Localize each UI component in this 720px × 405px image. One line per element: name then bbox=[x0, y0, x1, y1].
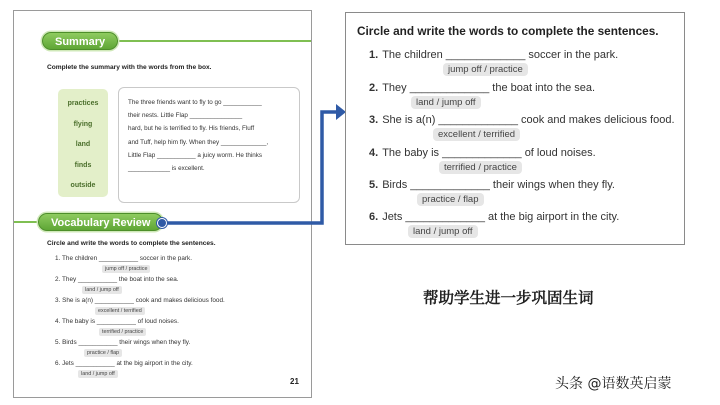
summary-line: Little Flap ___________ a juicy worm. He thinks bbox=[128, 151, 263, 159]
summary-heading: Summary bbox=[42, 32, 118, 50]
word-box-item: finds bbox=[74, 161, 92, 169]
vocab-sentence: 5. Birds ___________ their wings when they fly. bbox=[55, 339, 191, 346]
vocab-sentence: 4. The baby is ___________ of loud noises. bbox=[55, 318, 179, 325]
vocab-sentence: 1. The children ___________ soccer in the park. bbox=[55, 255, 193, 262]
zoom-options: excellent / terrified bbox=[433, 128, 520, 141]
sentence-number: 2. bbox=[369, 82, 379, 94]
sentence-number: 5. bbox=[369, 179, 379, 191]
summary-line: their nests. Little Flap _______________ bbox=[128, 112, 243, 120]
summary-line: and Tuff, help him fly. When they _____________, bbox=[128, 138, 269, 146]
connector-dot bbox=[157, 218, 167, 228]
zoom-sentence bbox=[369, 179, 615, 191]
page-number: 21 bbox=[290, 377, 299, 386]
vocab-options: terrified / practice bbox=[99, 328, 146, 336]
word-box-item: practices bbox=[67, 100, 99, 107]
sentence-number: 3. bbox=[369, 114, 379, 126]
summary-text-box bbox=[118, 87, 300, 203]
summary-line: ____________ is excellent. bbox=[128, 165, 205, 173]
zoom-options: practice / flap bbox=[417, 193, 484, 206]
vocab-instruction: Circle and write the words to complete the sentences. bbox=[47, 240, 216, 247]
vocab-sentence: 6. Jets ___________ at the big airport in the city. bbox=[55, 360, 193, 367]
workbook-page bbox=[13, 10, 312, 398]
zoom-options: jump off / practice bbox=[443, 63, 528, 76]
word-box-item: flying bbox=[73, 120, 93, 128]
caption-text: 帮助学生进一步巩固生词 bbox=[423, 289, 594, 307]
sentence-text: She is a(n) _____________ cook and makes delicious food. bbox=[382, 114, 675, 126]
vocab-options: practice / flap bbox=[84, 349, 122, 357]
word-box bbox=[58, 89, 108, 197]
watermark-text: 头条 @语数英启蒙 bbox=[555, 376, 672, 392]
sentence-number: 4. bbox=[369, 147, 379, 159]
summary-line: hard, but he is terrified to fly. His friends, Fluff bbox=[128, 125, 255, 133]
sentence-text: Jets _____________ at the big airport in the city. bbox=[382, 211, 620, 223]
vocab-options: jump off / practice bbox=[102, 265, 150, 273]
zoom-options: land / jump off bbox=[411, 96, 481, 109]
zoom-panel bbox=[345, 12, 685, 245]
vocab-heading: Vocabulary Review bbox=[38, 213, 163, 231]
summary-heading-rule bbox=[104, 40, 311, 42]
sentence-number: 6. bbox=[369, 211, 379, 223]
zoom-sentence bbox=[369, 211, 619, 223]
vocab-options: land / jump off bbox=[78, 370, 118, 378]
word-box-item: outside bbox=[70, 182, 96, 189]
zoom-options: land / jump off bbox=[408, 225, 478, 238]
vocab-sentence: 3. She is a(n) ___________ cook and makes delicious food. bbox=[55, 297, 225, 304]
zoom-sentence bbox=[369, 114, 675, 126]
sentence-number: 1. bbox=[369, 49, 379, 61]
zoom-sentence bbox=[369, 82, 595, 94]
zoom-sentence bbox=[369, 49, 618, 61]
summary-line: The three friends want to fly to go ___________ bbox=[128, 99, 262, 106]
sentence-text: The children _____________ soccer in the park. bbox=[382, 49, 619, 61]
vocab-options: land / jump off bbox=[82, 286, 122, 294]
zoom-title: Circle and write the words to complete the sentences. bbox=[357, 24, 659, 38]
vocab-sentence: 2. They ___________ the boat into the sea. bbox=[55, 276, 179, 283]
zoom-options: terrified / practice bbox=[439, 161, 522, 174]
sentence-text: They _____________ the boat into the sea. bbox=[382, 82, 596, 94]
zoom-sentence bbox=[369, 147, 596, 159]
word-box-item: land bbox=[75, 141, 91, 148]
summary-instruction: Complete the summary with the words from the box. bbox=[47, 64, 212, 71]
vocab-options: excellent / terrified bbox=[95, 307, 145, 315]
sentence-text: Birds _____________ their wings when they fly. bbox=[382, 179, 615, 191]
sentence-text: The baby is _____________ of loud noises. bbox=[382, 147, 596, 159]
